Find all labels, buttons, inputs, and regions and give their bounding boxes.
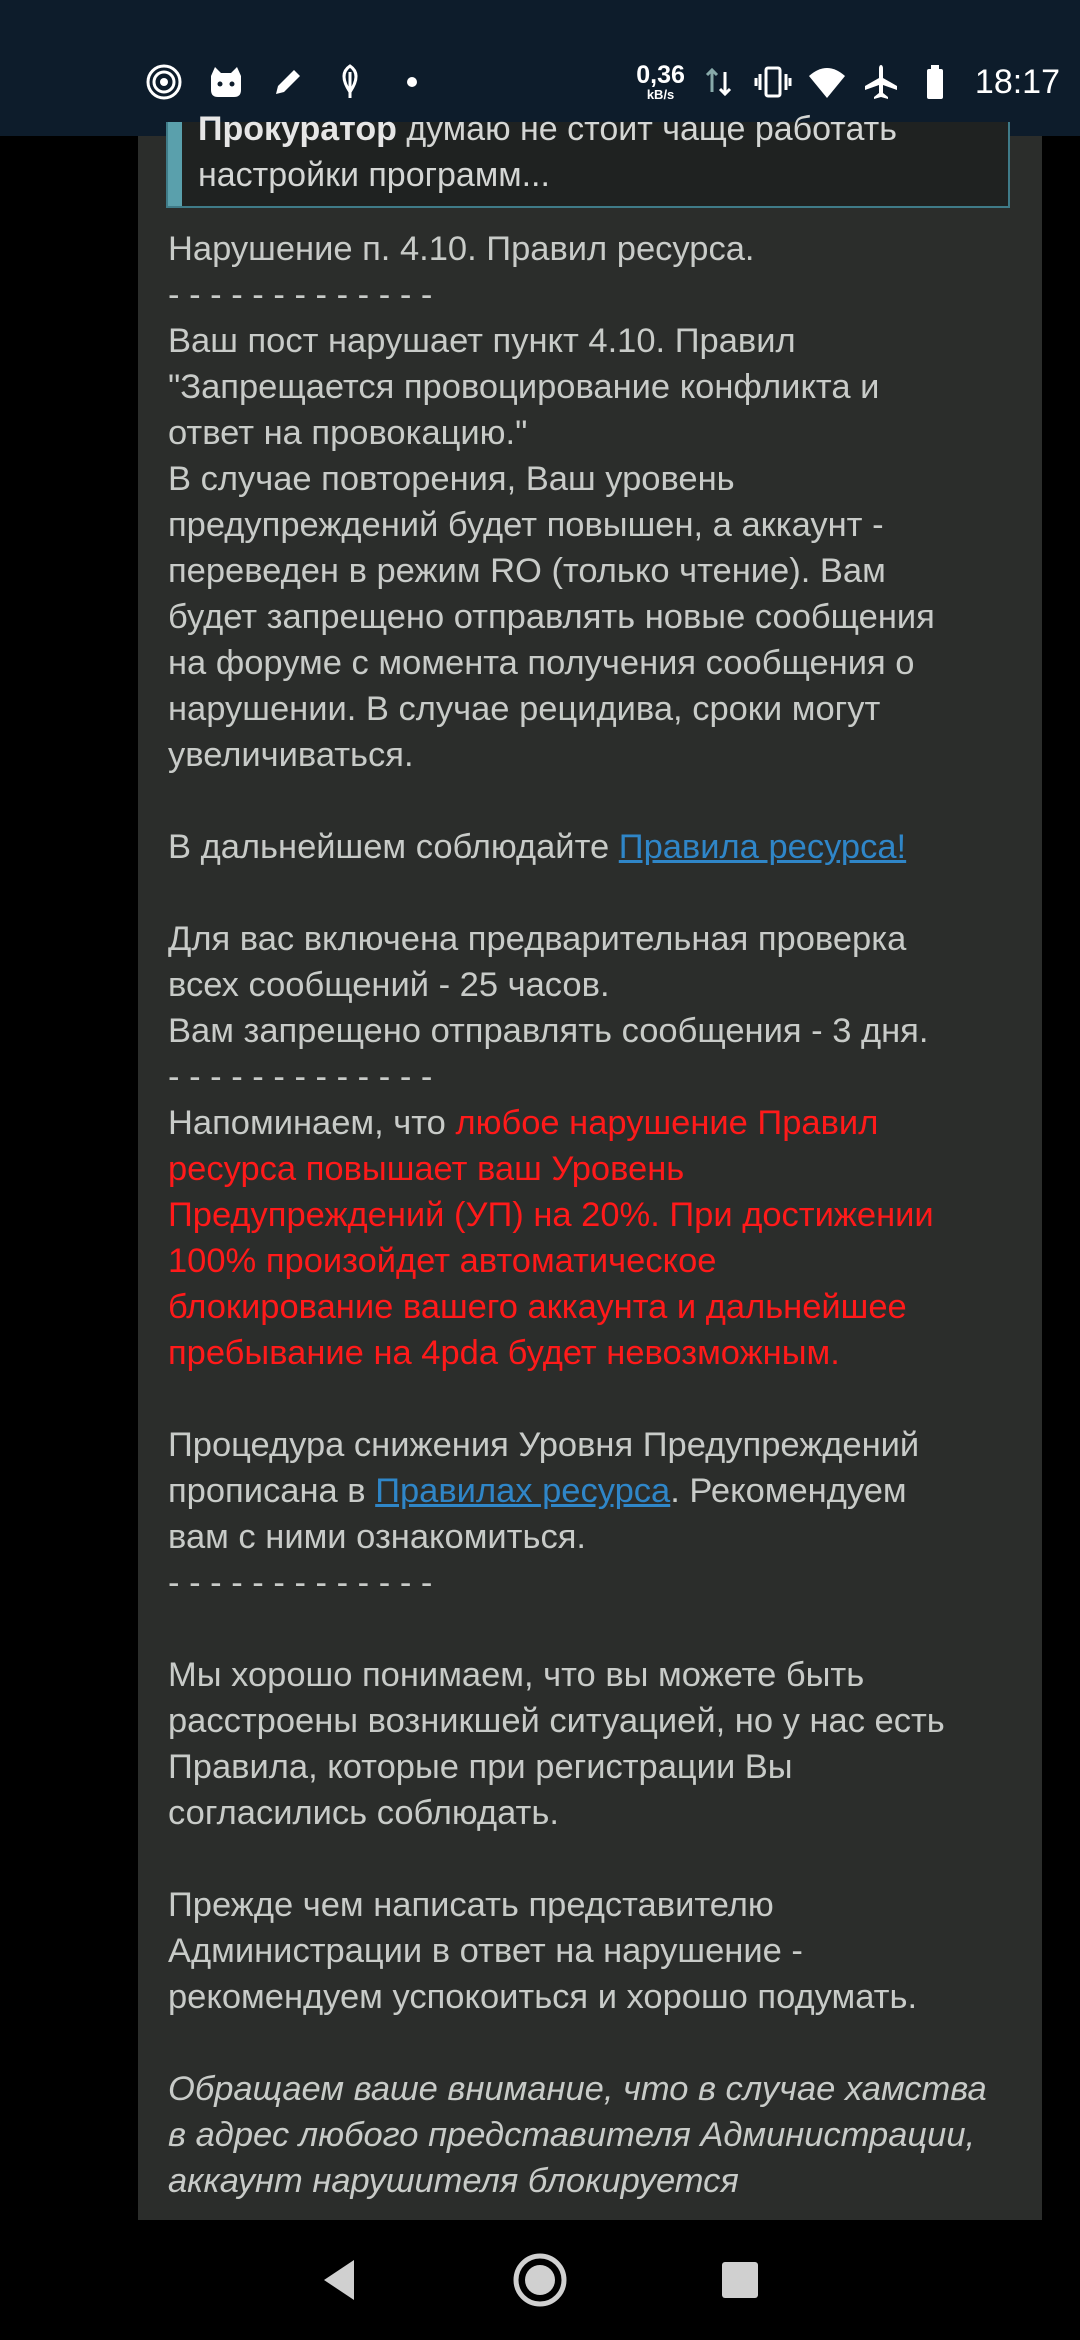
- wifi-icon: [807, 62, 847, 102]
- navigation-bar: [0, 2220, 1080, 2340]
- text-line: расстроены возникшей ситуацией, но у нас есть: [168, 1702, 945, 1740]
- warning-red-text: любое нарушение Правил: [455, 1104, 879, 1142]
- data-arrows-icon: [699, 62, 739, 102]
- text-line: на форуме с момента получения сообщения о: [168, 644, 915, 682]
- quote-text: [198, 106, 998, 198]
- italic-warning-line: аккаунт нарушителя блокируется: [168, 2162, 739, 2200]
- warning-red-text: блокирование вашего аккаунта и дальнейшее: [168, 1288, 907, 1326]
- text-line: [168, 1100, 1028, 1146]
- net-speed-value: 0,36: [636, 61, 685, 89]
- quote-accent-bar: [168, 122, 182, 206]
- vibrate-icon: [753, 62, 793, 102]
- recents-icon[interactable]: [710, 2250, 770, 2310]
- separator: - - - - - - - - - - - - -: [168, 276, 433, 314]
- back-icon[interactable]: [310, 2250, 370, 2310]
- text-line: Мы хорошо понимаем, что вы можете быть: [168, 1656, 865, 1694]
- text-line: всех сообщений - 25 часов.: [168, 966, 610, 1004]
- italic-warning-line: Обращаем ваше внимание, что в случае хамства: [168, 2070, 987, 2108]
- notification-icons: [144, 58, 432, 106]
- quote-line2: настройки программ...: [198, 156, 550, 194]
- violation-message: [168, 226, 1028, 2204]
- system-icons: [636, 58, 1060, 106]
- text-line: "Запрещается провоцирование конфликта и: [168, 368, 880, 406]
- pencil-icon: [268, 62, 308, 102]
- proc-prefix: прописана в: [168, 1472, 376, 1510]
- leaf-icon: [330, 62, 370, 102]
- text-line: В случае повторения, Ваш уровень: [168, 460, 735, 498]
- italic-warning-line: в адрес любого представителя Администрации,: [168, 2116, 976, 2154]
- text-line: увеличиваться.: [168, 736, 414, 774]
- text-line: Вам запрещено отправлять сообщения - 3 дня.: [168, 1012, 929, 1050]
- dot-icon: [392, 62, 432, 102]
- follow-rules-line: [168, 824, 1028, 870]
- net-speed: [636, 63, 685, 101]
- quote-block: [166, 110, 1010, 208]
- text-line: Процедура снижения Уровня Предупреждений: [168, 1426, 920, 1464]
- text-line: Администрации в ответ на нарушение -: [168, 1932, 803, 1970]
- message-panel[interactable]: [138, 110, 1042, 2220]
- cat-app-icon: [206, 62, 246, 102]
- battery-icon: [915, 62, 955, 102]
- text-line: Ваш пост нарушает пункт 4.10. Правил: [168, 322, 796, 360]
- violation-heading: Нарушение п. 4.10. Правил ресурса.: [168, 230, 755, 268]
- quote-line1: думаю не стоит чаще работать: [396, 110, 897, 148]
- follow-rules-text: В дальнейшем соблюдайте: [168, 828, 619, 866]
- text-line: вам с ними ознакомиться.: [168, 1518, 586, 1556]
- text-line: Правила, которые при регистрации Вы: [168, 1748, 793, 1786]
- separator: - - - - - - - - - - - - -: [168, 1058, 433, 1096]
- separator: - - - - - - - - - - - - -: [168, 1564, 433, 1602]
- text-line: предупреждений будет повышен, а аккаунт -: [168, 506, 884, 544]
- airplane-icon: [861, 62, 901, 102]
- target-icon: [144, 62, 184, 102]
- text-line: будет запрещено отправлять новые сообщения: [168, 598, 935, 636]
- quote-author: Прокуратор: [198, 110, 397, 148]
- warning-red-text: Предупреждений (УП) на 20%. При достижении: [168, 1196, 934, 1234]
- remind-prefix: Напоминаем, что: [168, 1104, 456, 1142]
- clock: 18:17: [974, 62, 1060, 101]
- text-line: [168, 1468, 1028, 1514]
- text-line: ответ на провокацию.": [168, 414, 528, 452]
- text-line: согласились соблюдать.: [168, 1794, 559, 1832]
- text-line: Для вас включена предварительная проверка: [168, 920, 907, 958]
- warning-red-text: пребывание на 4pda будет невозможным.: [168, 1334, 840, 1372]
- text-line: Прежде чем написать представителю: [168, 1886, 774, 1924]
- text-line: нарушении. В случае рецидива, сроки могут: [168, 690, 881, 728]
- rules-link-2[interactable]: Правилах ресурса: [375, 1472, 671, 1510]
- rules-link[interactable]: Правила ресурса!: [618, 828, 907, 866]
- warning-red-text: ресурса повышает ваш Уровень: [168, 1150, 685, 1188]
- text-line: переведен в режим RO (только чтение). Вам: [168, 552, 886, 590]
- proc-suffix: . Рекомендуем: [670, 1472, 907, 1510]
- text-line: рекомендуем успокоиться и хорошо подумать.: [168, 1978, 918, 2016]
- home-icon[interactable]: [510, 2250, 570, 2310]
- net-speed-unit: kB/s: [646, 87, 675, 102]
- warning-red-text: 100% произойдет автоматическое: [168, 1242, 717, 1280]
